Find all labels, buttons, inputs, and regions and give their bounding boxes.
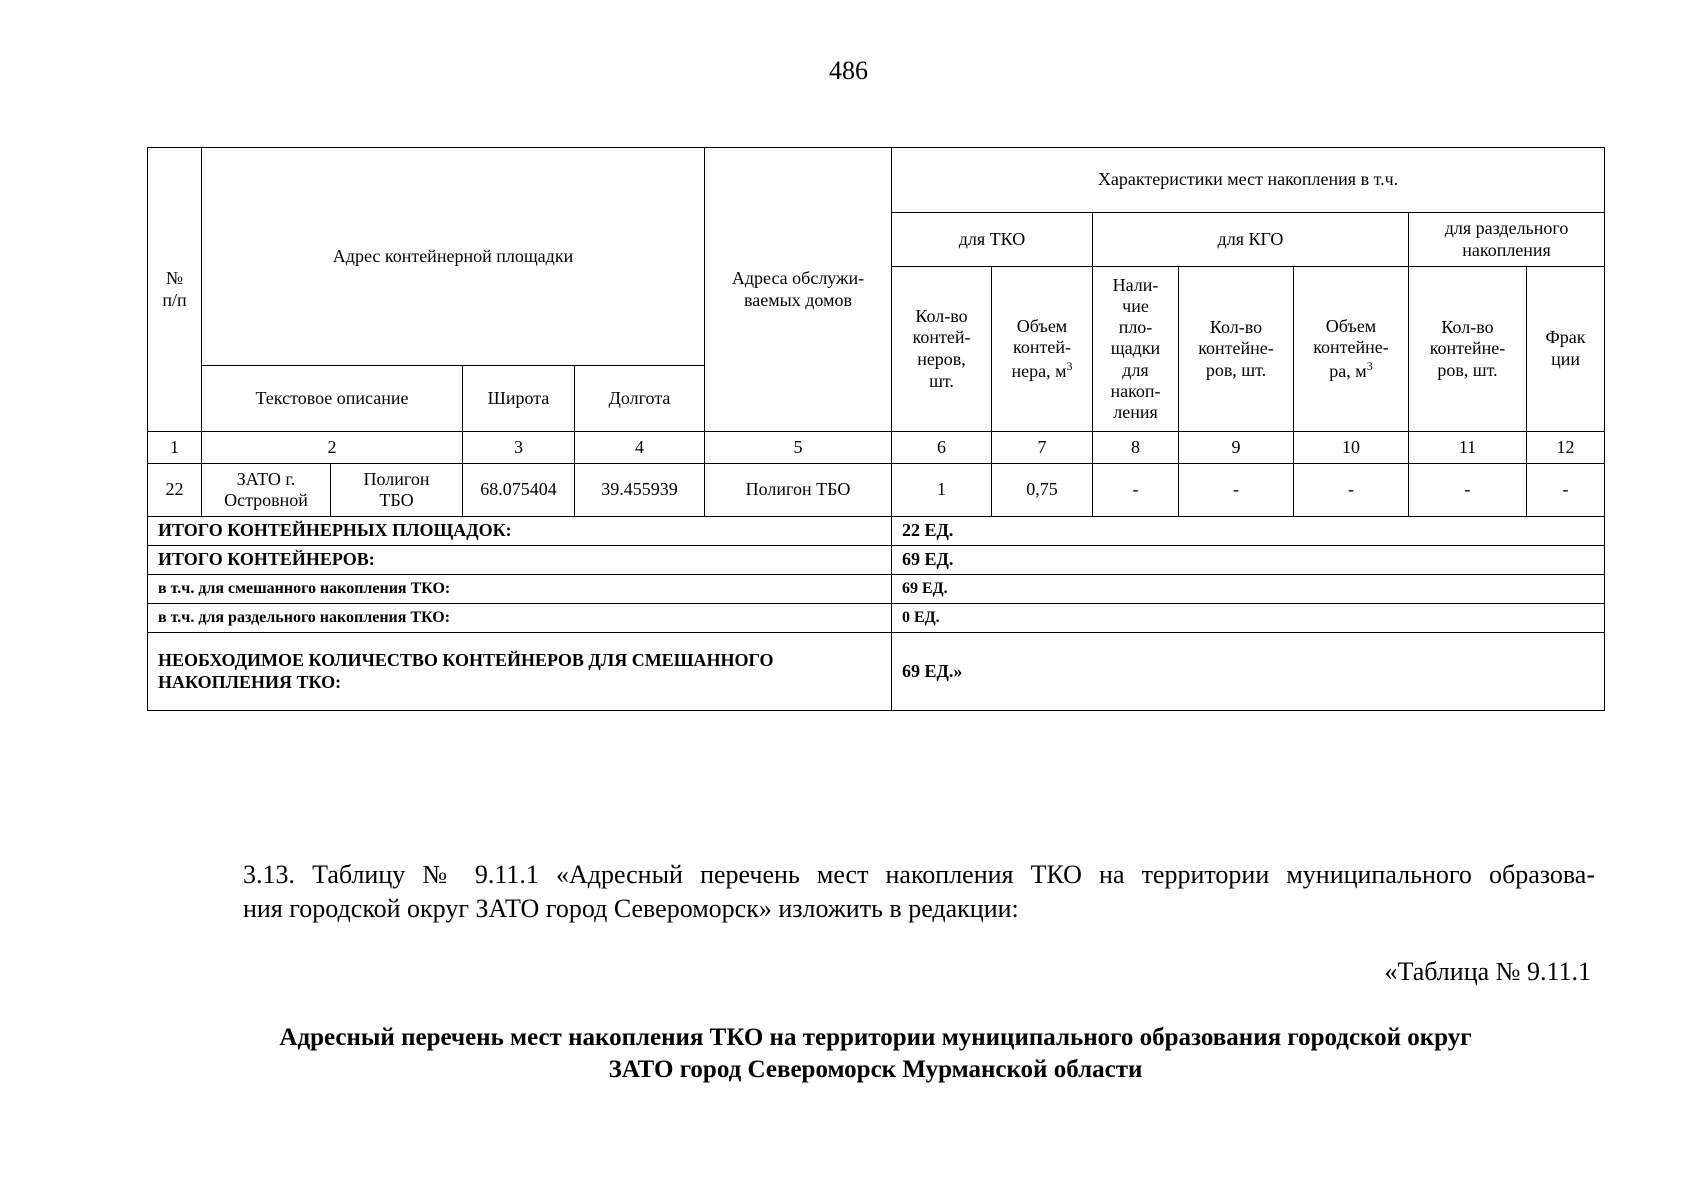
header-characteristics: Характеристики мест накопления в т.ч. [892,148,1605,213]
total-row [148,633,1605,711]
col-number: 7 [992,432,1093,464]
total-value: 69 ЕД. [892,546,1605,575]
header-col11: Кол-во контейне- ров, шт. [1409,267,1527,432]
row-col9: - [1179,464,1294,517]
row-num: 22 [148,464,202,517]
title-line: ЗАТО город Североморск Мурманской области [608,1056,1143,1083]
title-line: Адресный перечень мест накопления ТКО на территории муниципального образования городской округ [279,1024,1472,1051]
row-col10: - [1294,464,1409,517]
row-col8: - [1093,464,1179,517]
column-numbers-row [148,432,1605,464]
header-address: Адрес контейнерной площадки [202,148,705,366]
row-col6: 1 [892,464,992,517]
row-description-place: ЗАТО г. Островной [202,464,331,517]
col-number: 8 [1093,432,1179,464]
col-number: 4 [575,432,705,464]
header-col10: Объем контейне- ра, $м^3$ [1294,267,1409,432]
total-label: в т.ч. для раздельного накопления ТКО: [148,604,892,633]
total-value: 69 ЕД.» [892,633,1605,711]
row-latitude: 68.075404 [463,464,575,517]
col-number: 6 [892,432,992,464]
total-label: НЕОБХОДИМОЕ КОЛИЧЕСТВО КОНТЕЙНЕРОВ ДЛЯ СМЕШАННОГО НАКОПЛЕНИЯ ТКО: [148,633,892,711]
total-value: 69 ЕД. [892,575,1605,604]
paragraph-line: 3.13. Таблицу № 9.11.1 «Адресный перечень мест накопления ТКО на территории муниципального образова- [243,860,1595,889]
header-col9: Кол-во контейне- ров, шт. [1179,267,1294,432]
col-number: 2 [202,432,463,464]
row-col11: - [1409,464,1527,517]
row-longitude: 39.455939 [575,464,705,517]
total-row [148,604,1605,633]
total-row [148,517,1605,546]
header-col7: Объем контей- нера, $м^3$ [992,267,1093,432]
header-served-houses: Адреса обслужи- ваемых домов [705,148,892,432]
col-number: 3 [463,432,575,464]
page-number: 486 [829,56,868,85]
total-row [148,546,1605,575]
registry-table [147,147,1605,711]
header-separate: для раздельного накопления [1409,213,1605,267]
paragraph-line: ния городской округ ЗАТО город Североморск» изложить в редакции: [243,894,1019,923]
header-tko: для ТКО [892,213,1093,267]
header-col12: Фрак ции [1527,267,1605,432]
table-reference: «Таблица № 9.11.1 [1384,957,1591,986]
total-value: 0 ЕД. [892,604,1605,633]
header-longitude: Долгота [575,366,705,432]
total-label: ИТОГО КОНТЕЙНЕРНЫХ ПЛОЩАДОК: [148,517,892,546]
header-col6: Кол-во контей- неров, шт. [892,267,992,432]
header-kgo: для КГО [1093,213,1409,267]
table-row [148,464,1605,517]
row-col7: 0,75 [992,464,1093,517]
col-number: 12 [1527,432,1605,464]
col-number: 5 [705,432,892,464]
total-label: в т.ч. для смешанного накопления ТКО: [148,575,892,604]
total-value: 22 ЕД. [892,517,1605,546]
col-number: 10 [1294,432,1409,464]
table-title [147,1022,1604,1086]
amendment-paragraph [243,858,1595,926]
col-number: 11 [1409,432,1527,464]
header-latitude: Широта [463,366,575,432]
col-number: 1 [148,432,202,464]
header-num: № п/п [148,148,202,432]
total-label: ИТОГО КОНТЕЙНЕРОВ: [148,546,892,575]
total-row [148,575,1605,604]
col-number: 9 [1179,432,1294,464]
row-served: Полигон ТБО [705,464,892,517]
row-description-object: Полигон ТБО [331,464,463,517]
header-text-description: Текстовое описание [202,366,463,432]
header-col8: Нали- чие пло- щадки для накоп- ления [1093,267,1179,432]
row-col12: - [1527,464,1605,517]
